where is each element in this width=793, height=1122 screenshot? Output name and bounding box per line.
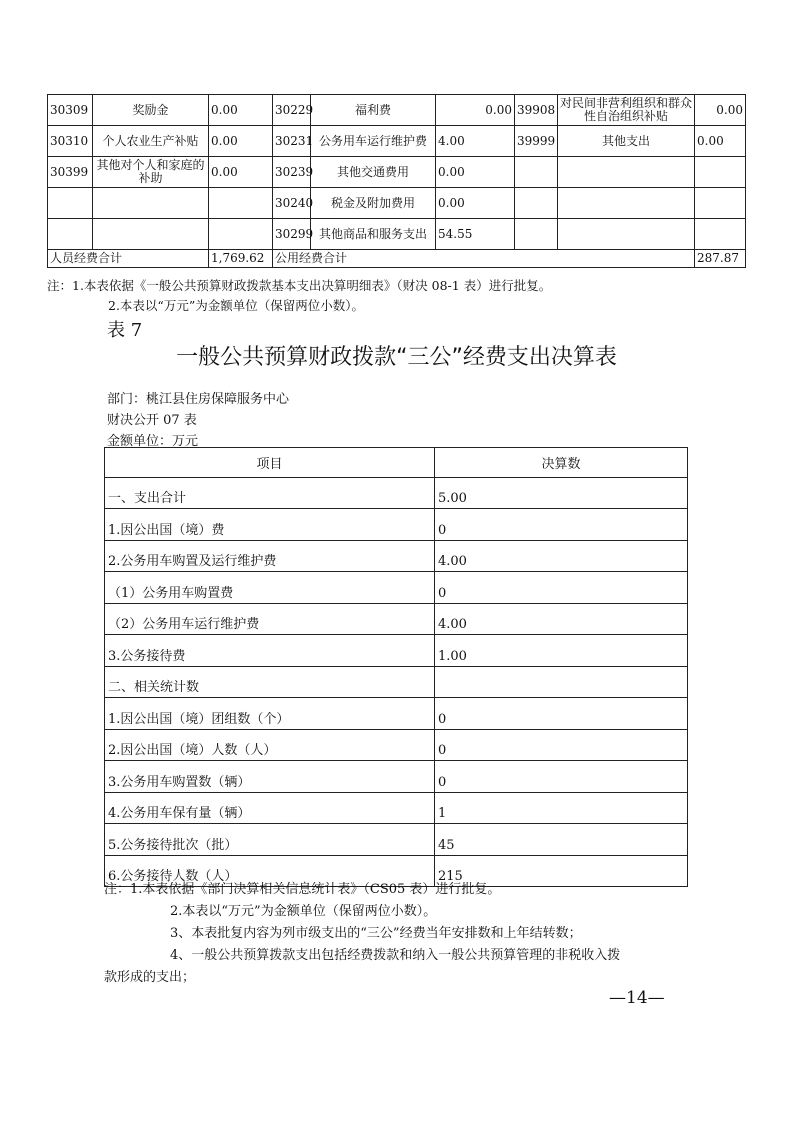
table-row: [48, 126, 746, 157]
header-item: 项目: [105, 448, 435, 478]
table-row: [105, 635, 688, 667]
code-cell: 30399: [48, 157, 93, 188]
table7-label: 表 7: [107, 320, 143, 341]
code-cell: 30299: [273, 219, 311, 250]
table-row: [105, 477, 688, 509]
table-row: [48, 95, 746, 126]
value-cell: 0.00: [695, 126, 746, 157]
value-cell: 0.00: [209, 126, 273, 157]
value-cell: 5.00: [435, 477, 688, 509]
item-cell: 一、支出合计: [105, 477, 435, 509]
name-cell: 福利费: [311, 95, 436, 126]
code-cell: 39999: [515, 126, 558, 157]
name-cell: 对民间非营利组织和群众性自治组织补贴: [558, 95, 695, 126]
table7-note-5: 款形成的支出；: [104, 970, 196, 985]
personnel-total-label: 人员经费合计: [48, 250, 209, 268]
item-cell: 1.因公出国（境）费: [105, 509, 435, 541]
name-cell: [558, 157, 695, 188]
personnel-total-value: 1,769.62: [209, 250, 273, 268]
basic-expenditure-detail-table: [47, 94, 746, 268]
code-cell: 30309: [48, 95, 93, 126]
value-cell: 0.00: [209, 157, 273, 188]
value-cell: 54.55: [436, 219, 515, 250]
code-cell: [515, 219, 558, 250]
amount-unit: 金额单位：万元: [107, 434, 199, 449]
code-cell: [48, 219, 93, 250]
value-cell: 1: [435, 792, 688, 824]
value-cell: [695, 188, 746, 219]
table-row: [105, 540, 688, 572]
name-cell: [558, 188, 695, 219]
item-cell: 6.公务接待人数（人）: [105, 855, 435, 887]
value-cell: 215: [435, 855, 688, 887]
item-cell: 3.公务用车购置数（辆）: [105, 761, 435, 793]
page-number: —14—: [609, 988, 665, 1008]
code-cell: 30240: [273, 188, 311, 219]
table6-note-2: 2.本表以“万元”为金额单位（保留两位小数）。: [108, 298, 364, 313]
name-cell: 其他支出: [558, 126, 695, 157]
item-cell: 二、相关统计数: [105, 666, 435, 698]
value-cell: 4.00: [435, 603, 688, 635]
name-cell: 税金及附加费用: [311, 188, 436, 219]
total-row: [48, 250, 746, 268]
value-cell: 0: [435, 761, 688, 793]
name-cell: 其他对个人和家庭的补助: [93, 157, 209, 188]
code-cell: 39908: [515, 95, 558, 126]
value-cell: 0.00: [436, 188, 515, 219]
item-cell: 1.因公出国（境）团组数（个）: [105, 698, 435, 730]
code-cell: 30229: [273, 95, 311, 126]
public-total-label: 公用经费合计: [273, 250, 695, 268]
table-row: [105, 729, 688, 761]
public-total-value: 287.87: [695, 250, 746, 268]
value-cell: 4.00: [436, 126, 515, 157]
name-cell: [558, 219, 695, 250]
table7-title: 一般公共预算财政拨款“三公”经费支出决算表: [176, 345, 617, 370]
value-cell: 0.00: [436, 95, 515, 126]
name-cell: [93, 219, 209, 250]
code-cell: [48, 188, 93, 219]
value-cell: 45: [435, 824, 688, 856]
table-row: [48, 157, 746, 188]
code-cell: 30310: [48, 126, 93, 157]
value-cell: [695, 219, 746, 250]
department: 部门：桃江县住房保障服务中心: [107, 392, 290, 407]
value-cell: 0.00: [209, 95, 273, 126]
value-cell: 0.00: [436, 157, 515, 188]
item-cell: 3.公务接待费: [105, 635, 435, 667]
value-cell: 1.00: [435, 635, 688, 667]
table7-note-3: 3、本表批复内容为列市级支出的“三公”经费当年安排数和上年结转数；: [170, 926, 582, 941]
table-header-row: [105, 448, 688, 478]
item-cell: 2.公务用车购置及运行维护费: [105, 540, 435, 572]
table-row: [105, 603, 688, 635]
three-public-expenses-table: [104, 447, 688, 887]
table-row: [105, 698, 688, 730]
value-cell: 0: [435, 729, 688, 761]
value-cell: [209, 188, 273, 219]
header-value: 决算数: [435, 448, 688, 478]
item-cell: 4.公务用车保有量（辆）: [105, 792, 435, 824]
table7-note-2: 2.本表以“万元”为金额单位（保留两位小数）。: [170, 904, 437, 919]
item-cell: 2.因公出国（境）人数（人）: [105, 729, 435, 761]
table7-note-1: 注：1.本表依据《部门决算相关信息统计表》（CS05 表）进行批复。: [104, 882, 501, 897]
value-cell: 0: [435, 572, 688, 604]
table-row: [48, 219, 746, 250]
form-code: 财决公开 07 表: [107, 413, 197, 428]
table6-note-1: 注：1.本表依据《一般公共预算财政拨款基本支出决算明细表》（财决 08-1 表）进行批复。: [47, 278, 552, 293]
item-cell: 5.公务接待批次（批）: [105, 824, 435, 856]
code-cell: 30239: [273, 157, 311, 188]
item-cell: （2）公务用车运行维护费: [105, 603, 435, 635]
name-cell: 公务用车运行维护费: [311, 126, 436, 157]
table-row: [105, 572, 688, 604]
name-cell: 其他交通费用: [311, 157, 436, 188]
code-cell: 30231: [273, 126, 311, 157]
value-cell: [209, 219, 273, 250]
table-row: [105, 824, 688, 856]
value-cell: [435, 666, 688, 698]
value-cell: 0.00: [695, 95, 746, 126]
value-cell: 4.00: [435, 540, 688, 572]
code-cell: [515, 157, 558, 188]
table-row: [105, 792, 688, 824]
table-row: [105, 509, 688, 541]
table-row: [105, 666, 688, 698]
name-cell: 奖励金: [93, 95, 209, 126]
name-cell: 其他商品和服务支出: [311, 219, 436, 250]
table-row: [105, 761, 688, 793]
name-cell: 个人农业生产补贴: [93, 126, 209, 157]
value-cell: 0: [435, 509, 688, 541]
code-cell: [515, 188, 558, 219]
value-cell: [695, 157, 746, 188]
table7-note-4: 4、一般公共预算拨款支出包括经费拨款和纳入一般公共预算管理的非税收入拨: [170, 948, 621, 963]
value-cell: 0: [435, 698, 688, 730]
name-cell: [93, 188, 209, 219]
table-row: [48, 188, 746, 219]
item-cell: （1）公务用车购置费: [105, 572, 435, 604]
